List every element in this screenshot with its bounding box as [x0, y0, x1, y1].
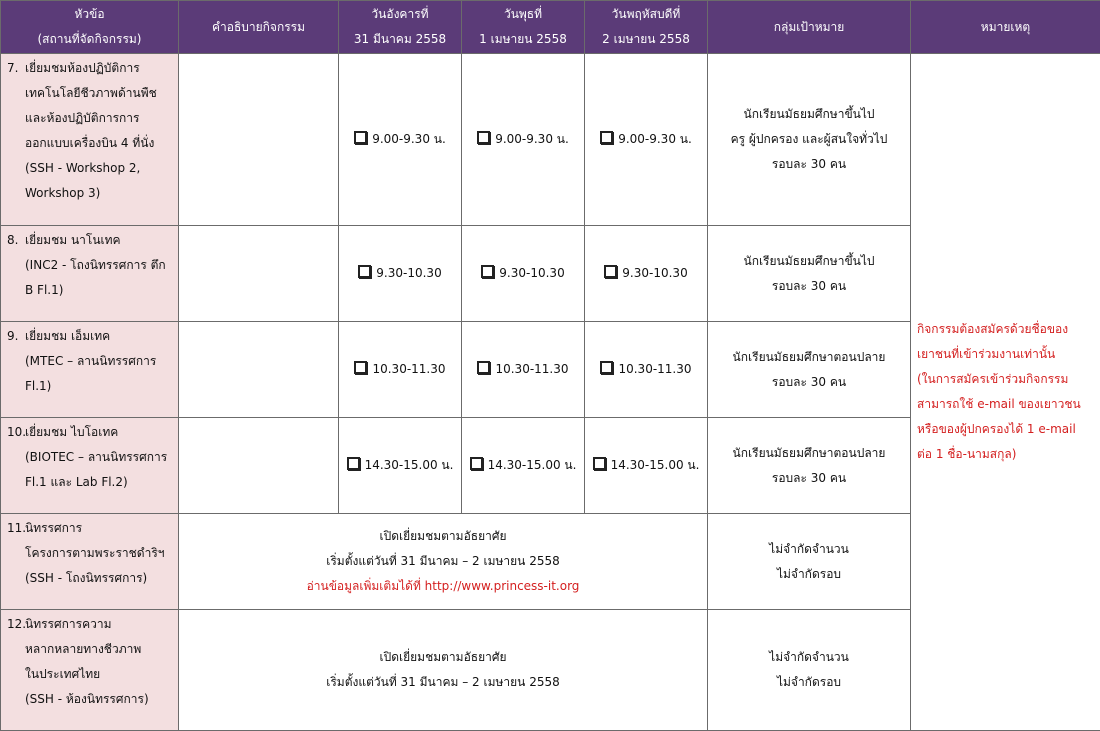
- target-cell: [708, 322, 911, 418]
- topic-cell: [1, 514, 179, 610]
- time-slot-day3[interactable]: [585, 418, 708, 514]
- topic-line: (SSH - โถงนิทรรศการ): [25, 571, 148, 585]
- header-target: [708, 1, 911, 54]
- time-slot-label: 14.30-15.00 น.: [364, 458, 454, 472]
- header-day2-line: วันพุธที่: [503, 7, 543, 21]
- item-number: 9.: [7, 329, 19, 343]
- header-day1-line: วันอังคารที่: [371, 7, 429, 21]
- item-number: 7.: [7, 61, 19, 75]
- description-cell: [179, 226, 339, 322]
- topic-line: ในประเทศไทย: [25, 667, 101, 681]
- checkbox-icon[interactable]: [354, 361, 367, 374]
- header-row: [1, 1, 1100, 54]
- item-number: 11.: [7, 521, 27, 535]
- checkbox-icon[interactable]: [481, 265, 494, 278]
- time-slot-label: 9.30-10.30: [499, 266, 565, 280]
- checkbox-icon[interactable]: [600, 131, 613, 144]
- checkbox-icon[interactable]: [604, 265, 617, 278]
- topic-cell: [1, 322, 179, 418]
- description-cell: [179, 54, 339, 226]
- time-slot-label: 9.00-9.30 น.: [618, 132, 692, 146]
- description-cell: [179, 322, 339, 418]
- topic-cell: [1, 418, 179, 514]
- open-visit-line: เริ่มตั้งแต่วันที่ 31 มีนาคม – 2 เมษายน 2558: [326, 554, 560, 568]
- topic-line: หลากหลายทางชีวภาพ: [25, 642, 142, 656]
- open-visit-cell: [179, 610, 708, 731]
- header-day2-line: 1 เมษายน 2558: [479, 32, 567, 46]
- header-day3-line: วันพฤหัสบดีที่: [611, 7, 681, 21]
- header-description-label: คำอธิบายกิจกรรม: [211, 19, 306, 34]
- target-line: รอบละ 30 คน: [771, 374, 847, 389]
- topic-line: (MTEC – ลานนิทรรศการ: [25, 354, 157, 368]
- more-info-link[interactable]: อ่านข้อมูลเพิ่มเติมได้ที่ http://www.princess-it.org: [306, 579, 580, 593]
- header-target-label: กลุ่มเป้าหมาย: [773, 19, 845, 34]
- time-slot-day2[interactable]: [462, 54, 585, 226]
- topic-line: (INC2 - โถงนิทรรศการ ตึก: [25, 258, 166, 272]
- topic-line: Fl.1 และ Lab Fl.2): [25, 475, 128, 489]
- topic-title: เยี่ยมชม เอ็มเทค: [25, 329, 111, 343]
- open-visit-line: เริ่มตั้งแต่วันที่ 31 มีนาคม – 2 เมษายน 2558: [326, 675, 560, 689]
- checkbox-icon[interactable]: [477, 131, 490, 144]
- topic-line: และห้องปฏิบัติการการ: [25, 111, 140, 125]
- topic-title: เยี่ยมชม นาโนเทค: [25, 233, 121, 247]
- target-line: ไม่จำกัดจำนวน: [769, 541, 849, 556]
- time-slot-day3[interactable]: [585, 54, 708, 226]
- target-cell: [708, 610, 911, 731]
- topic-line: Workshop 3): [25, 186, 101, 200]
- open-visit-line: เปิดเยี่ยมชมตามอัธยาศัย: [379, 650, 507, 664]
- time-slot-label: 9.00-9.30 น.: [372, 132, 446, 146]
- header-topic: [1, 1, 179, 54]
- time-slot-day1[interactable]: [339, 418, 462, 514]
- topic-title: เยี่ยมชมห้องปฏิบัติการ: [25, 61, 140, 75]
- topic-line: [7, 612, 174, 637]
- checkbox-icon[interactable]: [600, 361, 613, 374]
- time-slot-day3[interactable]: [585, 322, 708, 418]
- checkbox-icon[interactable]: [593, 457, 606, 470]
- target-line: รอบละ 30 คน: [771, 278, 847, 293]
- target-line: ไม่จำกัดรอบ: [776, 675, 842, 689]
- time-slot-day1[interactable]: [339, 226, 462, 322]
- open-visit-line: เปิดเยี่ยมชมตามอัธยาศัย: [379, 529, 507, 543]
- topic-line: [7, 324, 174, 349]
- remark-line: กิจกรรมต้องสมัครด้วยชื่อของ: [917, 322, 1069, 336]
- header-day2: [462, 1, 585, 54]
- topic-line: Fl.1): [25, 379, 52, 393]
- target-cell: [708, 514, 911, 610]
- topic-cell: [1, 226, 179, 322]
- target-line: นักเรียนมัธยมศึกษาขึ้นไป: [743, 107, 875, 121]
- topic-line: [7, 228, 174, 253]
- topic-line: [7, 56, 174, 81]
- time-slot-label: 9.30-10.30: [622, 266, 688, 280]
- topic-title: เยี่ยมชม ไบโอเทค: [25, 425, 119, 439]
- time-slot-label: 10.30-11.30: [495, 362, 569, 376]
- target-line: ไม่จำกัดรอบ: [776, 566, 842, 581]
- checkbox-icon[interactable]: [358, 265, 371, 278]
- time-slot-day1[interactable]: [339, 322, 462, 418]
- header-day1-line: 31 มีนาคม 2558: [353, 32, 447, 46]
- topic-title: นิทรรศการ: [25, 521, 83, 535]
- item-number: 8.: [7, 233, 19, 247]
- time-slot-label: 14.30-15.00 น.: [610, 458, 700, 472]
- topic-cell: [1, 610, 179, 731]
- checkbox-icon[interactable]: [347, 457, 360, 470]
- target-line: ไม่จำกัดจำนวน: [769, 650, 849, 664]
- header-day3: [585, 1, 708, 54]
- topic-line: เทคโนโลยีชีวภาพด้านพืช: [25, 86, 157, 100]
- time-slot-day2[interactable]: [462, 226, 585, 322]
- item-number: 10.: [7, 425, 27, 439]
- remark-line: สามารถใช้ e-mail ของเยาวชน: [917, 397, 1081, 411]
- time-slot-day3[interactable]: [585, 226, 708, 322]
- remark-line: ต่อ 1 ชื่อ-นามสกุล): [917, 447, 1017, 461]
- target-line: รอบละ 30 คน: [771, 470, 847, 485]
- time-slot-label: 14.30-15.00 น.: [487, 458, 577, 472]
- topic-line: (SSH - ห้องนิทรรศการ): [25, 692, 149, 706]
- header-description: [179, 1, 339, 54]
- topic-line: [7, 420, 174, 445]
- checkbox-icon[interactable]: [470, 457, 483, 470]
- topic-line: โครงการตามพระราชดำริฯ: [25, 546, 165, 560]
- topic-line: B Fl.1): [25, 283, 64, 297]
- remark-line: (ในการสมัครเข้าร่วมกิจกรรม: [917, 372, 1069, 386]
- header-day3-line: 2 เมษายน 2558: [602, 32, 690, 46]
- target-cell: [708, 226, 911, 322]
- time-slot-label: 9.00-9.30 น.: [495, 132, 569, 146]
- remark-line: หรือของผู้ปกครองได้ 1 e-mail: [917, 422, 1076, 436]
- header-day1: [339, 1, 462, 54]
- target-line: ครู ผู้ปกครอง และผู้สนใจทั่วไป: [730, 132, 888, 146]
- topic-line: ออกแบบเครื่องบิน 4 ที่นั่ง: [25, 136, 155, 150]
- time-slot-day2[interactable]: [462, 418, 585, 514]
- time-slot-day1[interactable]: [339, 54, 462, 226]
- target-line: นักเรียนมัธยมศึกษาตอนปลาย: [732, 349, 886, 364]
- header-topic-line: หัวข้อ: [74, 7, 105, 21]
- topic-line: (BIOTEC – ลานนิทรรศการ: [25, 450, 168, 464]
- time-slot-label: 9.30-10.30: [376, 266, 442, 280]
- target-line: รอบละ 30 คน: [771, 157, 847, 171]
- topic-line: [7, 516, 174, 541]
- header-topic-line: (สถานที่จัดกิจกรรม): [37, 32, 142, 46]
- topic-line: (SSH - Workshop 2,: [25, 161, 141, 175]
- topic-cell: [1, 54, 179, 226]
- header-remark: [911, 1, 1100, 54]
- target-cell: [708, 54, 911, 226]
- time-slot-label: 10.30-11.30: [372, 362, 446, 376]
- time-slot-day2[interactable]: [462, 322, 585, 418]
- checkbox-icon[interactable]: [354, 131, 367, 144]
- open-visit-cell: [179, 514, 708, 610]
- topic-title: นิทรรศการความ: [25, 617, 112, 631]
- header-remark-label: หมายเหตุ: [980, 19, 1031, 34]
- target-line: นักเรียนมัธยมศึกษาขึ้นไป: [743, 253, 875, 268]
- description-cell: [179, 418, 339, 514]
- remark-cell: [911, 54, 1100, 731]
- target-line: นักเรียนมัธยมศึกษาตอนปลาย: [732, 445, 886, 460]
- time-slot-label: 10.30-11.30: [618, 362, 692, 376]
- table-row: [1, 54, 1100, 226]
- target-cell: [708, 418, 911, 514]
- item-number: 12.: [7, 617, 27, 631]
- checkbox-icon[interactable]: [477, 361, 490, 374]
- remark-line: เยาชนที่เข้าร่วมงานเท่านั้น: [917, 347, 1056, 361]
